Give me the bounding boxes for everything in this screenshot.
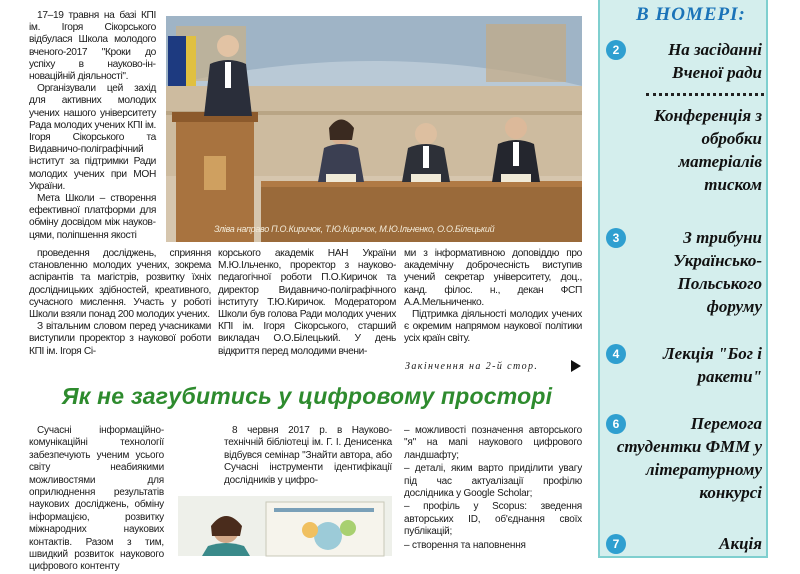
contents-item-label: Акція <box>719 534 762 553</box>
article1-paragraph: 17–19 травня на базі КПІ ім. Ігоря Сікорського відбулася Школа молодого вченого-2017 "Кроки до успіху в науково-інноваційній діяльності". <box>29 10 156 83</box>
seminar-photo-image <box>178 496 392 556</box>
page-number-badge: 2 <box>606 40 626 60</box>
article1-paragraph: Мета Школи – створення ефективної платформи для обміну досвідом між науковцями, поліпшення якості <box>29 193 156 241</box>
article1-paragraph: Підтримка діяльності молодих учених є окремим напрямом наукової політики усіх країн світу. <box>404 309 582 345</box>
contents-title: В НОМЕРІ: <box>636 4 746 25</box>
page-number-badge: 4 <box>606 344 626 364</box>
article1-paragraph: корського академік НАН України М.Ю.Ільченко, проректор з науково-педагогічної роботи П.О.Киричок та директор Видавничо-поліграфічного інституту Т.Ю.Киричок. Модератором Школи був голова Ради молодих учених КПІ ім. Ігоря Сікорського, старший викладач О.О.Білецький. У день відкриття перед молодими вчени- <box>218 248 396 357</box>
contents-item-label: Лекція "Бог і ракети" <box>663 344 762 386</box>
article2-column-c <box>404 425 582 553</box>
article1-column-left <box>29 10 156 242</box>
contents-divider <box>646 93 764 96</box>
article2-list-item: – профіль у Scopus: зведення авторських ID, об'єднання своїх публікацій; <box>404 501 582 538</box>
article2-headline: Як не загубитись у цифровому просторі <box>61 383 553 409</box>
contents-item-label: З трибуни Українсько-Польського форуму <box>673 228 762 316</box>
article2-column-b <box>224 425 392 487</box>
article1-column-bottom-c <box>404 248 582 346</box>
article1-paragraph: ми з інформативною доповіддю про академічну доброчесність виступив учений секретар університету, доц., канд. філос. н., декан ФСП А.А.Мельниченко. <box>404 248 582 308</box>
page-number-badge: 3 <box>606 228 626 248</box>
arrow-right-icon <box>571 360 581 372</box>
article2-list-item: – деталі, яким варто приділити увагу під час актуалізації профілю дослідника у Google Scholar; <box>404 463 582 500</box>
article1-column-bottom-a <box>29 248 211 358</box>
article2-paragraph: 8 червня 2017 р. в Науково-технічній бібліотеці ім. Г. І. Денисенка відбувся семінар "Знайти автора, або Сучасні інструменти ідентифікації дослідників у цифро- <box>224 425 392 486</box>
article1-paragraph: З вітальним словом перед учасниками виступили проректор з наукової роботи КПІ ім. Ігоря Сі- <box>29 321 211 357</box>
article1-paragraph: Організували цей захід для активних молодих учених нашого університету Рада молодих учених КПІ ім. Ігоря Сікорського та Видавничо-поліграфічний інститут за підтримки Ради молодих учених при МОН України. <box>29 83 156 192</box>
contents-sidebar <box>598 0 768 558</box>
continued-link[interactable] <box>405 360 581 372</box>
article1-paragraph: проведення досліджень, сприяння становленню молодих учених, зокрема аспірантів та магістрів, розвитку їхніх дослідницьких здібностей, креативного, сучасного мислення. Участь у роботі Школи взяли понад 200 молодих учених. <box>29 248 211 321</box>
article2-list-item: – можливості позначення авторського "я" на мапі наукового цифрового ландшафту; <box>404 425 582 461</box>
seminar-photo <box>178 496 392 556</box>
conference-photo-image <box>166 16 582 242</box>
contents-item-label: Перемога студентки ФММ у літературному конкурсі <box>616 414 762 502</box>
contents-item-label: На засіданні Вченої ради <box>668 40 762 82</box>
page-number-badge: 6 <box>606 414 626 434</box>
article1-column-bottom-b <box>218 248 396 358</box>
conference-photo <box>166 16 582 242</box>
continued-text: Закінчення на 2-й стор. <box>405 360 539 372</box>
page-number-badge: 7 <box>606 534 626 554</box>
article2-list-item: – створення та наповнення <box>404 539 526 551</box>
photo-caption: Зліва направо П.О.Киричок, Т.Ю.Киричок, М.Ю.Ільченко, О.О.Білецький <box>214 224 495 234</box>
article2-paragraph: Сучасні інформаційно-комунікаційні технології забезпечують ученим усього світу неабиякими можливостями для оприлюднення результатів наукових досліджень, обміну інформацією, розвитку міжнародних наукових контактів. Разом з тим, швидкий розвиток наукового цифрового контенту <box>29 425 164 573</box>
article2-column-a <box>29 425 164 574</box>
contents-item-label: Конференція з обробки матеріалів тиском <box>654 106 762 194</box>
